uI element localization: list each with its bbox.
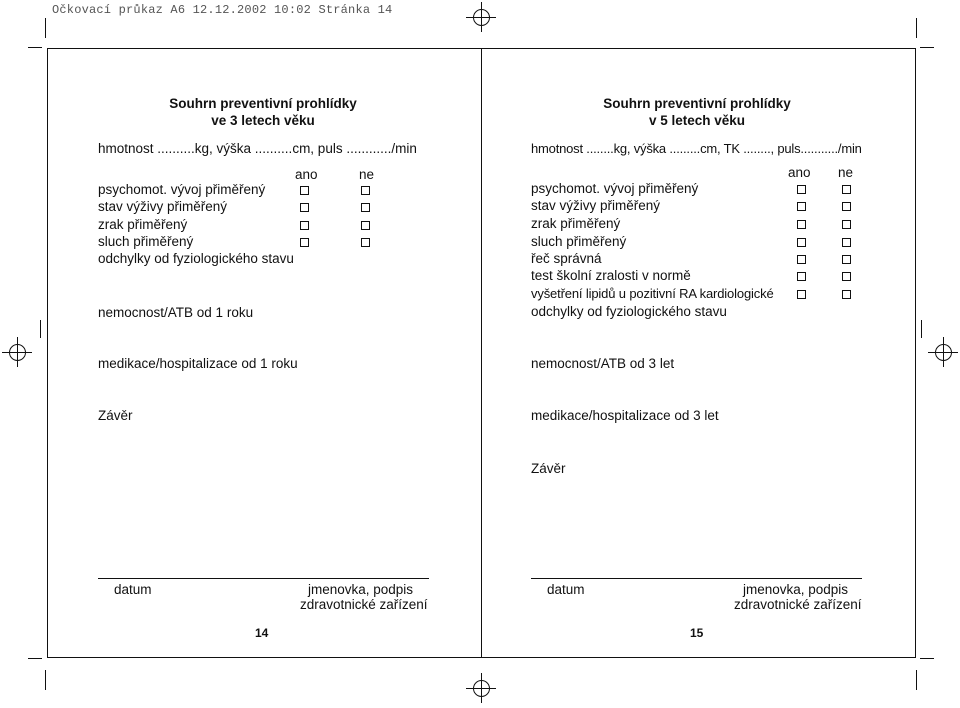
right-item-nutrition: stav výživy přiměřený xyxy=(531,198,661,213)
crop-mark xyxy=(916,18,917,38)
checkbox-no[interactable] xyxy=(361,203,370,212)
checkbox-yes[interactable] xyxy=(797,238,806,247)
registration-mark-left xyxy=(2,337,32,367)
right-item-vision: zrak přiměřený xyxy=(531,216,621,231)
left-medication-label: medikace/hospitalizace od 1 roku xyxy=(98,356,298,371)
left-item-deviations: odchylky od fyziologického stavu xyxy=(98,251,294,266)
checkbox-no[interactable] xyxy=(842,238,851,247)
registration-mark-top xyxy=(466,2,496,32)
right-sign-label-line1: jmenovka, podpis xyxy=(743,582,849,597)
right-sign-label-line2: zdravotnické zařízení xyxy=(734,597,862,612)
checkbox-no[interactable] xyxy=(842,202,851,211)
right-item-school-readiness: test školní zralosti v normě xyxy=(531,268,691,283)
checkbox-no[interactable] xyxy=(361,221,370,230)
left-col-yes: ano xyxy=(295,167,318,182)
checkbox-no[interactable] xyxy=(361,238,370,247)
left-conclusion-label: Závěr xyxy=(98,408,133,423)
checkbox-yes[interactable] xyxy=(300,203,309,212)
right-title-line2: v 5 letech věku xyxy=(648,113,746,128)
crop-mark xyxy=(916,670,917,690)
registration-mark-right xyxy=(928,337,958,367)
left-title-line2: ve 3 letech věku xyxy=(211,113,315,128)
checkbox-no[interactable] xyxy=(842,220,851,229)
crop-mark xyxy=(920,658,934,659)
checkbox-yes[interactable] xyxy=(300,221,309,230)
right-item-deviations: odchylky od fyziologického stavu xyxy=(531,304,727,319)
right-item-lipids: vyšetření lipidů u pozitivní RA kardiologické xyxy=(531,286,774,301)
checkbox-no[interactable] xyxy=(842,290,851,299)
crop-mark xyxy=(40,320,41,338)
left-page-number: 14 xyxy=(255,626,269,640)
left-sign-label-line2: zdravotnické zařízení xyxy=(300,597,428,612)
checkbox-yes[interactable] xyxy=(300,238,309,247)
left-illness-label: nemocnost/ATB od 1 roku xyxy=(98,305,254,320)
registration-mark-bottom xyxy=(466,673,496,703)
checkbox-yes[interactable] xyxy=(797,255,806,264)
right-col-no: ne xyxy=(838,165,854,180)
crop-mark xyxy=(921,320,922,338)
right-measures: hmotnost ........kg, výška .........cm, TK ........, puls.........../min xyxy=(531,141,862,156)
right-conclusion-label: Závěr xyxy=(531,461,566,476)
checkbox-no[interactable] xyxy=(361,186,370,195)
left-signature-line xyxy=(98,578,429,579)
left-sign-label-line1: jmenovka, podpis xyxy=(308,582,414,597)
left-measures: hmotnost ..........kg, výška ..........cm, puls ............/min xyxy=(98,141,417,156)
left-item-nutrition: stav výživy přiměřený xyxy=(98,199,228,214)
crop-mark xyxy=(920,47,934,48)
right-item-speech: řeč správná xyxy=(531,251,602,266)
left-item-psychomotor: psychomot. vývoj přiměřený xyxy=(98,182,266,197)
crop-mark xyxy=(28,658,42,659)
crop-mark xyxy=(45,670,46,690)
checkbox-yes[interactable] xyxy=(797,185,806,194)
right-medication-label: medikace/hospitalizace od 3 let xyxy=(531,408,719,423)
print-header: Očkovací průkaz A6 12.12.2002 10:02 Stránka 14 xyxy=(52,3,393,17)
right-illness-label: nemocnost/ATB od 3 let xyxy=(531,356,675,371)
checkbox-yes[interactable] xyxy=(797,220,806,229)
left-item-vision: zrak přiměřený xyxy=(98,217,188,232)
checkbox-yes[interactable] xyxy=(300,186,309,195)
right-title-line1: Souhrn preventivní prohlídky xyxy=(603,96,791,111)
right-col-yes: ano xyxy=(788,165,811,180)
right-page-number: 15 xyxy=(690,626,704,640)
crop-mark xyxy=(28,47,42,48)
checkbox-no[interactable] xyxy=(842,185,851,194)
crop-mark xyxy=(45,18,46,38)
checkbox-no[interactable] xyxy=(842,255,851,264)
right-item-hearing: sluch přiměřený xyxy=(531,234,627,249)
checkbox-yes[interactable] xyxy=(797,202,806,211)
page-divider xyxy=(481,48,482,658)
right-item-psychomotor: psychomot. vývoj přiměřený xyxy=(531,181,699,196)
left-col-no: ne xyxy=(359,167,375,182)
left-date-label: datum xyxy=(114,582,152,597)
checkbox-yes[interactable] xyxy=(797,290,806,299)
checkbox-yes[interactable] xyxy=(797,272,806,281)
left-title-line1: Souhrn preventivní prohlídky xyxy=(169,96,357,111)
left-item-hearing: sluch přiměřený xyxy=(98,234,194,249)
checkbox-no[interactable] xyxy=(842,272,851,281)
right-signature-line xyxy=(531,578,862,579)
right-date-label: datum xyxy=(547,582,585,597)
